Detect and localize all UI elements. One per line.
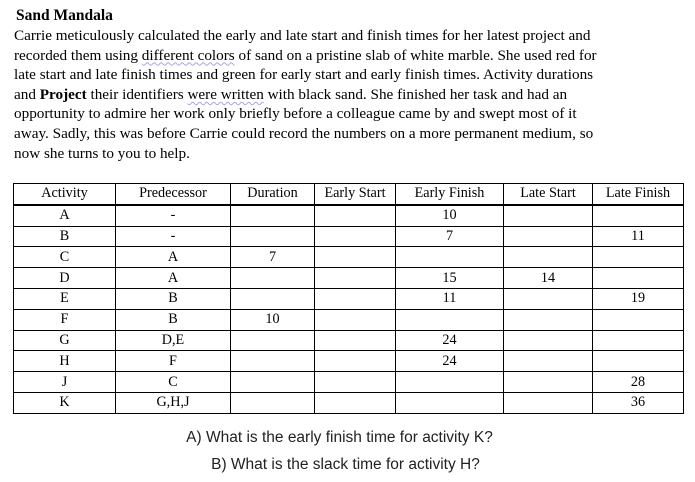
cell-late-finish	[593, 205, 684, 226]
cell-activity: B	[14, 226, 116, 247]
cell-activity: F	[14, 309, 116, 330]
table-row	[14, 205, 684, 226]
question-b: B) What is the slack time for activity H?	[211, 456, 480, 473]
header-duration: Duration	[231, 184, 315, 205]
cell-late-start	[504, 288, 593, 309]
cell-predecessor: A	[116, 247, 231, 268]
cell-activity: D	[14, 268, 116, 289]
cell-predecessor: D,E	[116, 330, 231, 351]
cell-early-start	[315, 372, 396, 393]
description-line	[14, 85, 682, 105]
header-late-finish: Late Finish	[593, 184, 684, 205]
spellcheck-underlined-text: different colors	[141, 46, 235, 64]
cell-late-start	[504, 226, 593, 247]
cell-predecessor: -	[116, 226, 231, 247]
description-line: away. Sadly, this was before Carrie could record the numbers on a more permanent medium, so	[14, 124, 594, 142]
cell-late-finish: 36	[593, 392, 684, 413]
header-late-start: Late Start	[504, 184, 593, 205]
cell-late-finish: 11	[593, 226, 684, 247]
header-early-start: Early Start	[315, 184, 396, 205]
cell-early-start	[315, 351, 396, 372]
table-row	[14, 330, 684, 351]
cell-duration: 10	[231, 309, 315, 330]
table-row	[14, 392, 684, 413]
cell-duration	[231, 226, 315, 247]
cell-duration	[231, 268, 315, 289]
description-text: their identifiers	[86, 85, 188, 103]
cell-early-finish: 10	[396, 205, 504, 226]
cell-late-start	[504, 309, 593, 330]
description-line: opportunity to admire her work only briefly before a colleague came by and swept most of it	[14, 105, 577, 123]
cell-duration	[231, 392, 315, 413]
spellcheck-underlined-text: were written	[187, 85, 264, 103]
cell-late-start	[504, 351, 593, 372]
table-row	[14, 351, 684, 372]
cell-duration	[231, 288, 315, 309]
cell-early-start	[315, 226, 396, 247]
cell-predecessor: F	[116, 351, 231, 372]
cell-late-finish	[593, 351, 684, 372]
cell-duration	[231, 330, 315, 351]
description-text: of sand on a pristine slab of white marble. She used red for	[234, 46, 597, 64]
cell-duration	[231, 205, 315, 226]
cell-predecessor: B	[116, 309, 231, 330]
cell-early-finish	[396, 372, 504, 393]
cell-early-finish: 24	[396, 330, 504, 351]
description-line: late start and late finish times and green for early start and early finish times. Activity durations	[14, 66, 594, 84]
cell-duration: 7	[231, 247, 315, 268]
cell-late-start	[504, 372, 593, 393]
problem-title: Sand Mandala	[16, 7, 113, 24]
cell-activity: K	[14, 392, 116, 413]
cell-late-start	[504, 392, 593, 413]
description-line: now she turns to you to help.	[14, 144, 190, 162]
cell-activity: H	[14, 351, 116, 372]
table-row	[14, 226, 684, 247]
cell-activity: C	[14, 247, 116, 268]
table-row	[14, 288, 684, 309]
cell-early-start	[315, 309, 396, 330]
cell-early-start	[315, 392, 396, 413]
cell-predecessor: G,H,J	[116, 392, 231, 413]
cell-early-finish	[396, 392, 504, 413]
cell-activity: J	[14, 372, 116, 393]
cell-early-finish: 7	[396, 226, 504, 247]
cell-activity: G	[14, 330, 116, 351]
cell-early-finish	[396, 247, 504, 268]
table-row	[14, 268, 684, 289]
cell-predecessor: C	[116, 372, 231, 393]
cell-late-finish	[593, 309, 684, 330]
cell-early-start	[315, 268, 396, 289]
header-activity: Activity	[14, 184, 116, 205]
cell-early-start	[315, 330, 396, 351]
description-text: with black sand. She finished her task and had an	[263, 85, 568, 103]
description-line: Carrie meticulously calculated the early and late start and finish times for her latest project and	[14, 27, 591, 44]
header-predecessor: Predecessor	[116, 184, 231, 205]
cell-early-start	[315, 205, 396, 226]
cell-duration	[231, 372, 315, 393]
table-row	[14, 309, 684, 330]
cell-early-start	[315, 288, 396, 309]
description-text: recorded them using	[14, 46, 142, 64]
cell-early-finish: 24	[396, 351, 504, 372]
table-header-row	[14, 184, 684, 205]
description-text: and	[14, 85, 40, 103]
cell-predecessor: -	[116, 205, 231, 226]
cell-early-start	[315, 247, 396, 268]
description-line	[14, 46, 682, 66]
table-row	[14, 247, 684, 268]
cell-late-start	[504, 247, 593, 268]
cell-late-finish	[593, 247, 684, 268]
table-row	[14, 372, 684, 393]
activity-table	[13, 183, 684, 414]
cell-late-finish	[593, 268, 684, 289]
bold-word: Project	[39, 85, 87, 103]
cell-early-finish: 15	[396, 268, 504, 289]
cell-early-finish	[396, 309, 504, 330]
cell-duration	[231, 351, 315, 372]
cell-late-start: 14	[504, 268, 593, 289]
cell-late-finish: 19	[593, 288, 684, 309]
cell-late-start	[504, 205, 593, 226]
cell-predecessor: B	[116, 288, 231, 309]
cell-activity: A	[14, 205, 116, 226]
cell-late-finish	[593, 330, 684, 351]
cell-predecessor: A	[116, 268, 231, 289]
cell-late-start	[504, 330, 593, 351]
header-early-finish: Early Finish	[396, 184, 504, 205]
cell-late-finish: 28	[593, 372, 684, 393]
problem-description	[14, 26, 682, 163]
question-a: A) What is the early finish time for activity K?	[186, 429, 493, 446]
cell-early-finish: 11	[396, 288, 504, 309]
cell-activity: E	[14, 288, 116, 309]
